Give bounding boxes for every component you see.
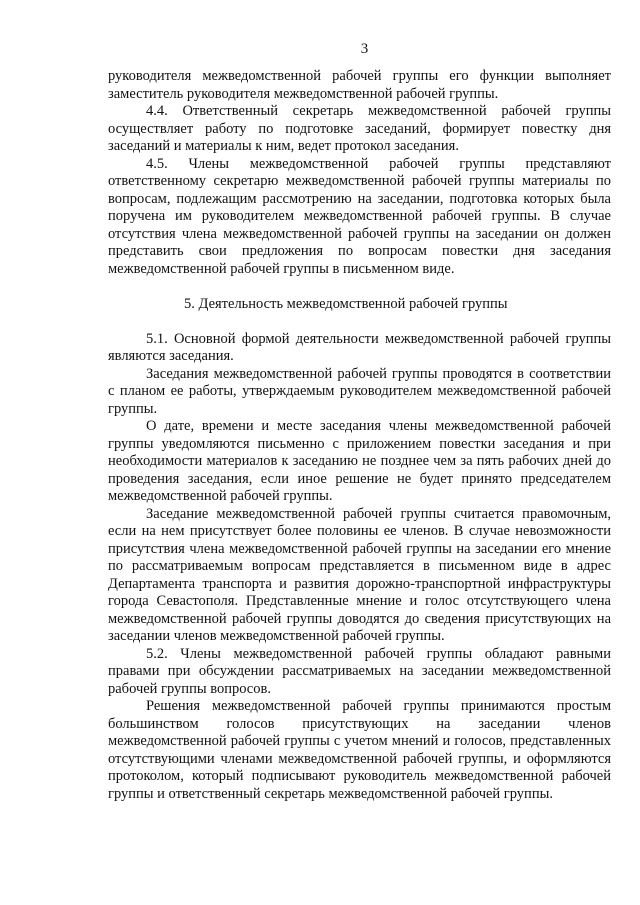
paragraph-continuation: руководителя межведомственной рабочей группы его функции выполняет заместитель руководителя межведомственной рабочей группы.: [108, 68, 611, 102]
paragraph-4-5: 4.5. Члены межведомственной рабочей группы представляют ответственному секретарю межведомственной рабочей группы материалы по вопросам, подлежащим рассмотрению на заседании, подготовка которых была поручена им руководителем межведомственной рабочей группы. В случае отсутствия члена межведомственной рабочей группы на заседании он должен представить свои предложения по вопросам повестки дня заседания межведомственной рабочей группы в письменном виде.: [108, 155, 611, 277]
paragraph-meetings-plan: Заседания межведомственной рабочей группы проводятся в соответствии с планом ее работы, утверждаемым руководителем межведомственной рабочей группы.: [108, 365, 611, 417]
paragraph-quorum: Заседание межведомственной рабочей группы считается правомочным, если на нем присутствует более половины ее членов. В случае невозможности присутствия члена межведомственной рабочей группы на заседании его мнение по рассматриваемым вопросам представляется в письменном виде в адрес Департамента транспорта и развития дорожно-транспортной инфраструктуры города Севастополя. Представленные мнение и голос отсутствующего члена межведомственной рабочей группы доводятся до сведения присутствующих на заседании членов межведомственной рабочей группы.: [108, 505, 611, 644]
section-title: 5. Деятельность межведомственной рабочей группы: [184, 296, 508, 312]
paragraph-5-2: 5.2. Члены межведомственной рабочей группы обладают равными правами при обсуждении рассматриваемых на заседании межведомственной рабочей группы вопросов.: [108, 645, 611, 697]
paragraph-decisions: Решения межведомственной рабочей группы принимаются простым большинством голосов присутствующих на заседании членов межведомственной рабочей группы с учетом мнений и голосов, представленных отсутствующими членами межведомственной рабочей группы, и оформляются протоколом, который подписывают руководитель межведомственной рабочей группы и ответственный секретарь межведомственной рабочей группы.: [108, 698, 611, 802]
paragraph-meeting-notice: О дате, времени и месте заседания члены межведомственной рабочей группы уведомляются письменно с приложением повестки заседания и при необходимости материалов к заседанию не позднее чем за пять рабочих дней до проведения заседания, если иное решение не будет принято председателем межведомственной рабочей группы.: [108, 418, 611, 504]
paragraph-4-4: 4.4. Ответственный секретарь межведомственной рабочей группы осуществляет работу по подготовке заседаний, формирует повестку дня заседаний и материалы к ним, ведет протокол заседания.: [108, 103, 611, 154]
paragraph-5-1: 5.1. Основной формой деятельности межведомственной рабочей группы являются заседания.: [108, 330, 611, 364]
document-page: [108, 40, 611, 803]
page-number: 3: [360, 41, 369, 57]
